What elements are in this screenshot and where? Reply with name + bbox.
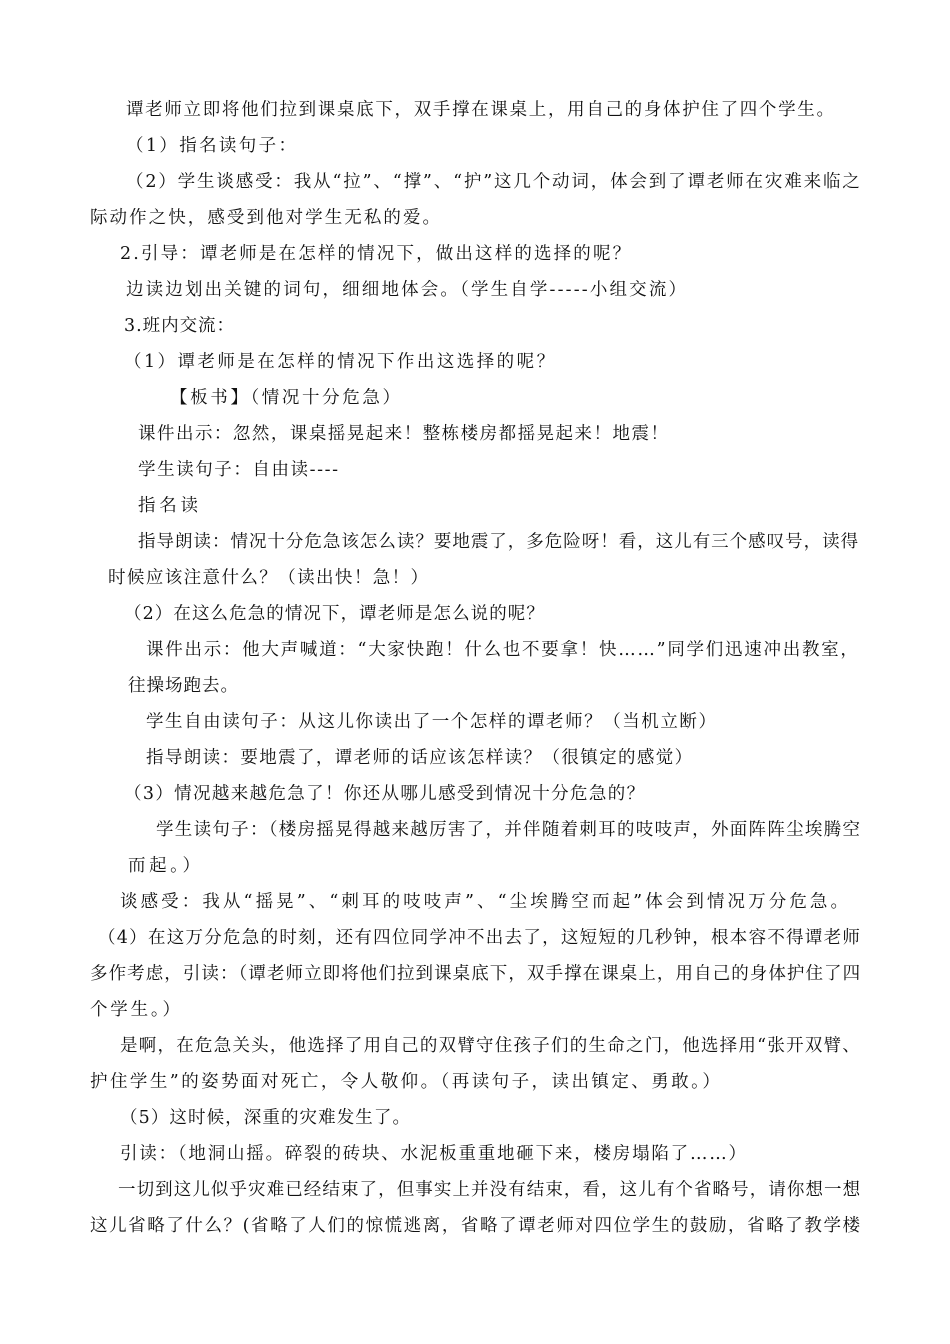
text-line: 课件出示：忽然，课桌摇晃起来！整栋楼房都摇晃起来！地震！ [138,424,670,444]
text-line: （1）指名读句子： [126,136,299,156]
text-line: 多作考虑，引读：（谭老师立即将他们拉到课桌底下，双手撑在课桌上，用自己的身体护住了四 [90,964,862,984]
text-line: （2）学生谈感受：我从“拉”、“撑”、“护”这几个动词，体会到了谭老师在灾难来临之 [126,172,862,192]
text-line: 际动作之快，感受到他对学生无私的爱。 [90,208,443,228]
text-line: 而起。） [128,856,204,876]
text-line: 指导朗读：情况十分危急该怎么读？要地震了，多危险呀！看，这儿有三个感叹号，读得 [138,532,860,552]
text-line: 谈感受：我从“摇晃”、“刺耳的吱吱声”、“尘埃腾空而起”体会到情况万分危急。 [120,892,852,912]
text-line: 谭老师立即将他们拉到课桌底下，双手撑在课桌上，用自己的身体护住了四个学生。 [126,100,836,120]
text-line: 3.班内交流： [124,316,235,336]
text-line: 2.引导：谭老师是在怎样的情况下，做出这样的选择的呢？ [120,244,633,264]
text-line: （4）在这万分危急的时刻，还有四位同学冲不出去了，这短短的几秒钟，根本容不得谭老师 [98,928,862,948]
text-line: （2）在这么危急的情况下，谭老师是怎么说的呢？ [124,604,545,624]
text-line: 课件出示：他大声喊道：“大家快跑！什么也不要拿！快……”同学们迅速冲出教室， [146,640,860,660]
text-line: 是啊，在危急关头，他选择了用自己的双臂守住孩子们的生命之门，他选择用“张开双臂、 [120,1036,862,1056]
text-line: 个学生。） [90,1000,183,1020]
text-line: 一切到这儿似乎灾难已经结束了，但事实上并没有结束，看，这儿有个省略号，请你想一想 [118,1180,862,1200]
text-line: 护住学生”的姿势面对死亡，令人敬仰。（再读句子，读出镇定、勇敢。） [90,1072,723,1092]
text-line: （1）谭老师是在怎样的情况下作出这选择的呢？ [124,352,557,372]
text-line: 这儿省略了什么？(省略了人们的惊慌逃离，省略了谭老师对四位学生的鼓励，省略了教学楼 [90,1216,862,1236]
text-line: （3）情况越来越危急了！你还从哪儿感受到情况十分危急的？ [124,784,646,804]
text-line: 指导朗读：要地震了，谭老师的话应该怎样读？（很镇定的感觉） [146,748,694,768]
text-line: （5）这时候，深重的灾难发生了。 [120,1108,412,1128]
text-line: 引读：（地洞山摇。碎裂的砖块、水泥板重重地砸下来，楼房塌陷了……） [120,1144,748,1164]
text-line: 学生读句子：（楼房摇晃得越来越厉害了，并伴随着刺耳的吱吱声，外面阵阵尘埃腾空 [156,820,862,840]
text-line: 学生自由读句子：从这儿你读出了一个怎样的谭老师？（当机立断） [146,712,718,732]
text-line: 【板书】（情况十分危急） [170,388,403,408]
text-line: 往操场跑去。 [128,676,239,696]
text-line: 时候应该注意什么？（读出快！急！） [108,568,430,588]
text-line: 学生读句子：自由读---- [138,460,340,480]
text-line: 边读边划出关键的词句，细细地体会。（学生自学-----小组交流） [126,280,689,300]
text-line: 指名读 [138,496,202,516]
